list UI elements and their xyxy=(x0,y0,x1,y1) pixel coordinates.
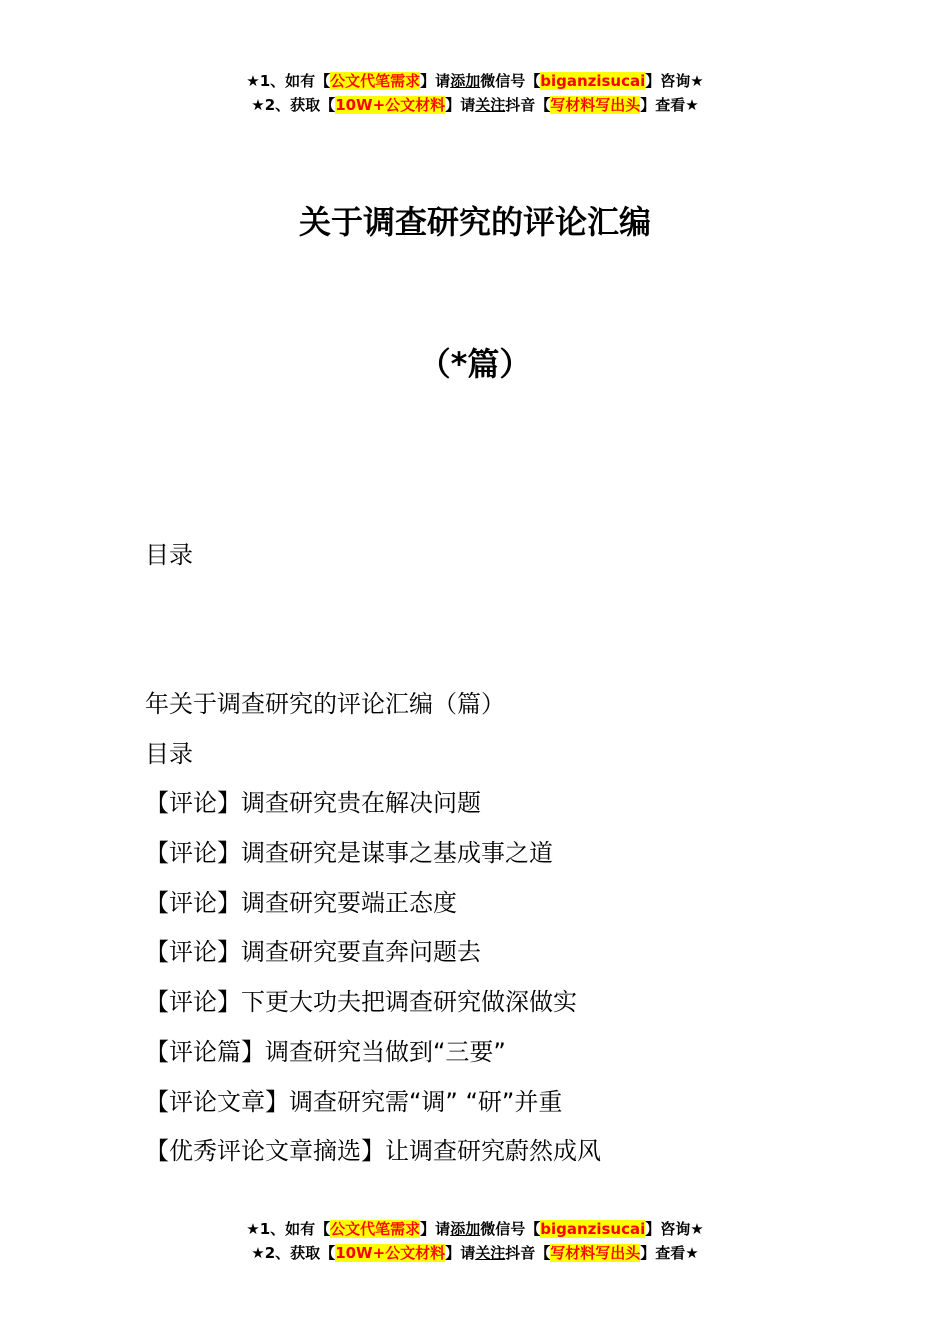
document-subtitle: （*篇） xyxy=(418,345,532,383)
wechat-id-highlight: biganzisucai xyxy=(540,72,646,90)
follow-emphasis: 关注 xyxy=(475,96,506,114)
banner-text: 】咨询★ xyxy=(645,1220,704,1238)
toc-item: 目录 xyxy=(145,739,193,768)
toc-item: 年关于调查研究的评论汇编（篇） xyxy=(145,690,505,718)
footer-banner xyxy=(0,1217,950,1265)
douyin-highlight: 写材料写出头 xyxy=(550,1244,641,1262)
add-emphasis: 添加 xyxy=(450,72,481,90)
banner-text: 微信号【 xyxy=(480,1220,541,1238)
banner-text: 】请 xyxy=(445,96,476,114)
banner-text: ★2、获取【 xyxy=(251,96,336,114)
banner-line-2 xyxy=(0,93,950,117)
materials-highlight: 10W+公文材料 xyxy=(335,1244,446,1262)
toc-heading: 目录 xyxy=(145,541,193,569)
follow-emphasis: 关注 xyxy=(475,1244,506,1262)
add-emphasis: 添加 xyxy=(450,1220,481,1238)
banner-text: 】咨询★ xyxy=(645,72,704,90)
banner-text: 】请 xyxy=(445,1244,476,1262)
banner-line-1 xyxy=(0,69,950,93)
toc-item: 【优秀评论文章摘选】让调查研究蔚然成风 xyxy=(145,1137,601,1166)
toc-item: 【评论】调查研究贵在解决问题 xyxy=(145,789,481,818)
header-banner xyxy=(0,69,950,117)
banner-text: 抖音【 xyxy=(505,1244,551,1262)
toc-list xyxy=(145,686,601,1183)
toc-item: 【评论】调查研究要端正态度 xyxy=(145,888,457,917)
service-highlight: 公文代笔需求 xyxy=(330,72,421,90)
banner-line-2 xyxy=(0,1241,950,1265)
banner-text: 】请 xyxy=(420,1220,451,1238)
banner-text: ★1、如有【 xyxy=(246,72,331,90)
banner-text: 】查看★ xyxy=(640,1244,699,1262)
banner-text: ★2、获取【 xyxy=(251,1244,336,1262)
toc-item: 【评论】调查研究是谋事之基成事之道 xyxy=(145,839,553,868)
banner-text: 抖音【 xyxy=(505,96,551,114)
toc-item: 【评论】调查研究要直奔问题去 xyxy=(145,938,481,967)
toc-item: 【评论文章】调查研究需“调” “研”并重 xyxy=(145,1087,563,1116)
banner-text: 】请 xyxy=(420,72,451,90)
toc-item: 【评论篇】调查研究当做到“三要” xyxy=(145,1037,506,1066)
banner-text: ★1、如有【 xyxy=(246,1220,331,1238)
banner-text: 】查看★ xyxy=(640,96,699,114)
toc-item: 【评论】下更大功夫把调查研究做深做实 xyxy=(145,988,577,1017)
materials-highlight: 10W+公文材料 xyxy=(335,96,446,114)
banner-line-1 xyxy=(0,1217,950,1241)
douyin-highlight: 写材料写出头 xyxy=(550,96,641,114)
wechat-id-highlight: biganzisucai xyxy=(540,1220,646,1238)
service-highlight: 公文代笔需求 xyxy=(330,1220,421,1238)
document-title: 关于调查研究的评论汇编 xyxy=(298,203,651,241)
banner-text: 微信号【 xyxy=(480,72,541,90)
